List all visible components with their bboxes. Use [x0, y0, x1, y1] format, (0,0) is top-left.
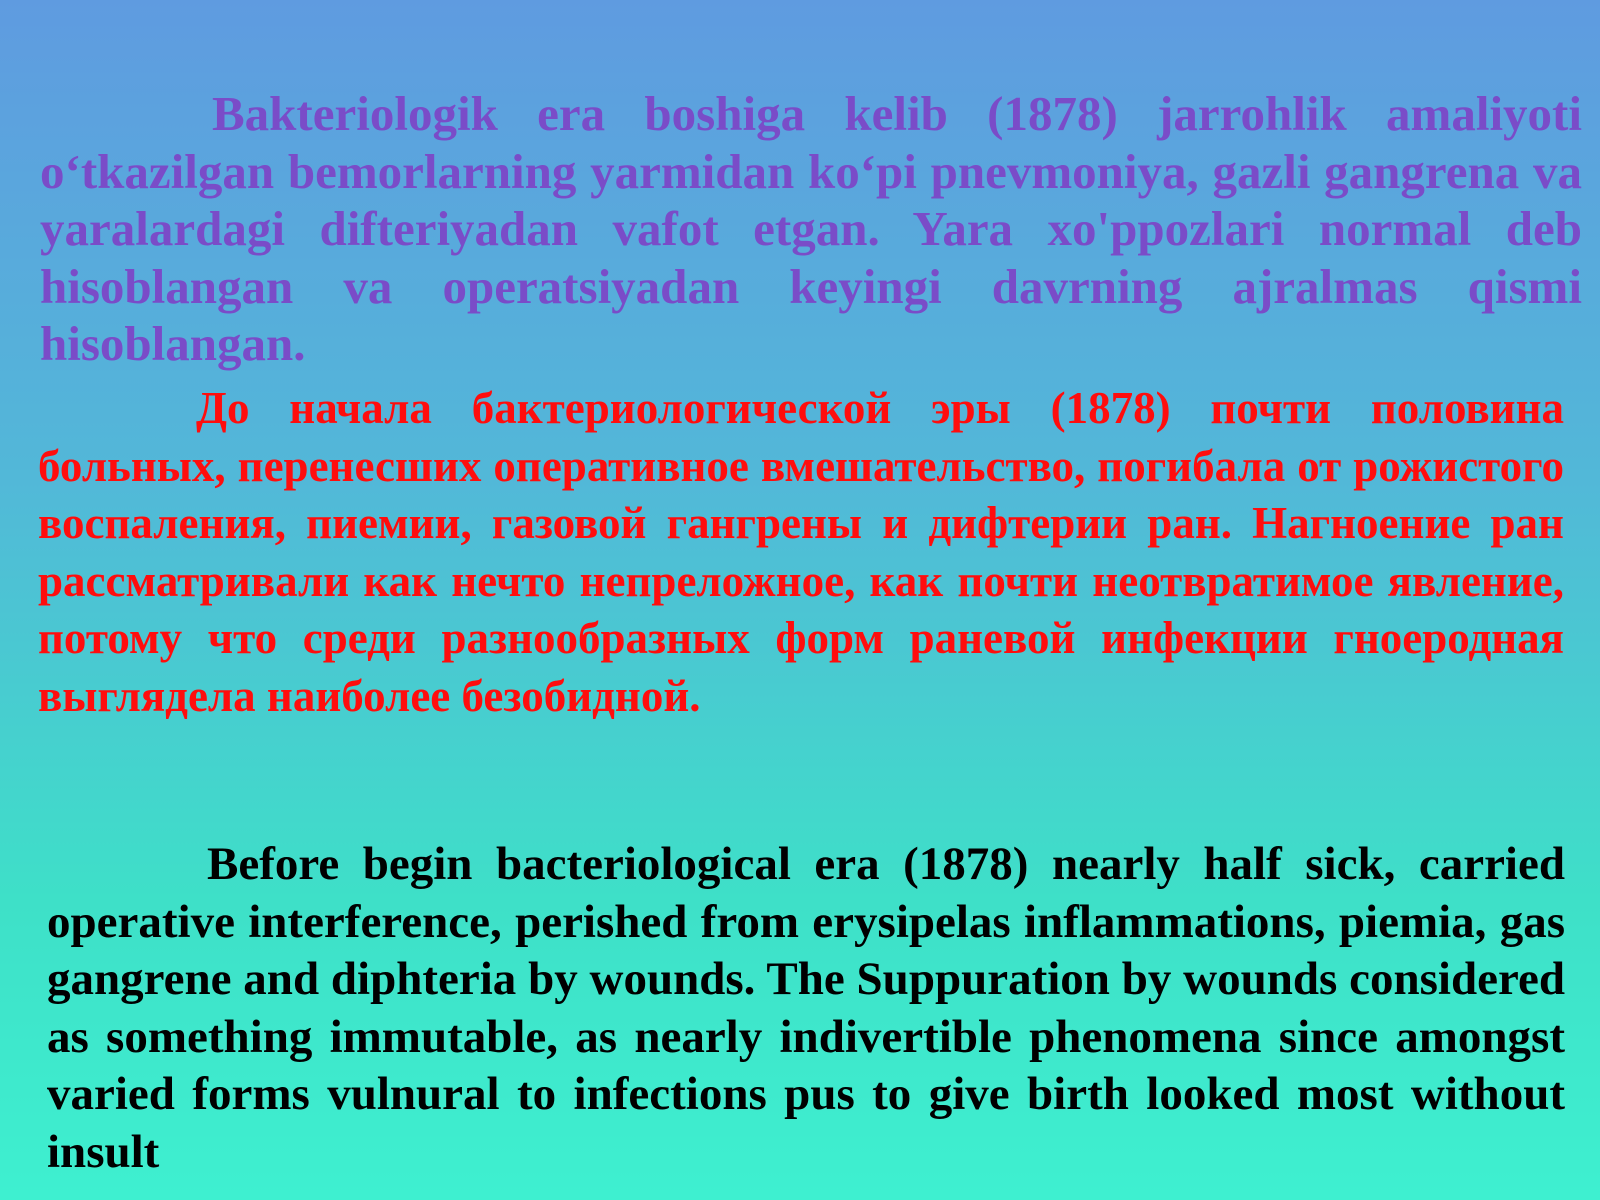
- paragraph-russian: До начала бактериологической эры (1878) почти половина больных, перенесших оперативное вмешательство, погибала от рожистого воспаления, пиемии, газовой гангрены и дифтерии ран. Нагноение ран рассматривали как нечто непреложное, как почти неотвратимое явление, потому что среди разнообразных форм раневой инфекции гноеродная выглядела наиболее безобидной.: [38, 383, 1564, 721]
- paragraph-english: Before begin bacteriological era (1878) nearly half sick, carried operative interference, perished from erysipelas inflammations, piemia, gas gangrene and diphteria by wounds. The Suppuration by wounds considered as something immutable, as nearly indivertible phenomena since amongst varied forms vulnural to infections pus to give birth looked most without insult: [47, 838, 1565, 1178]
- paragraph-uzbek: Bakteriologik era boshiga kelib (1878) jarrohlik amaliyoti o‘tkazilgan bemorlarning yarmidan ko‘pi pnevmoniya, gazli gangrena va yaralardagi difteriyadan vafot etgan. Yara xo'ppozlari normal deb hisoblangan va operatsiyadan keyingi davrning ajralmas qismi hisoblangan.: [40, 86, 1582, 371]
